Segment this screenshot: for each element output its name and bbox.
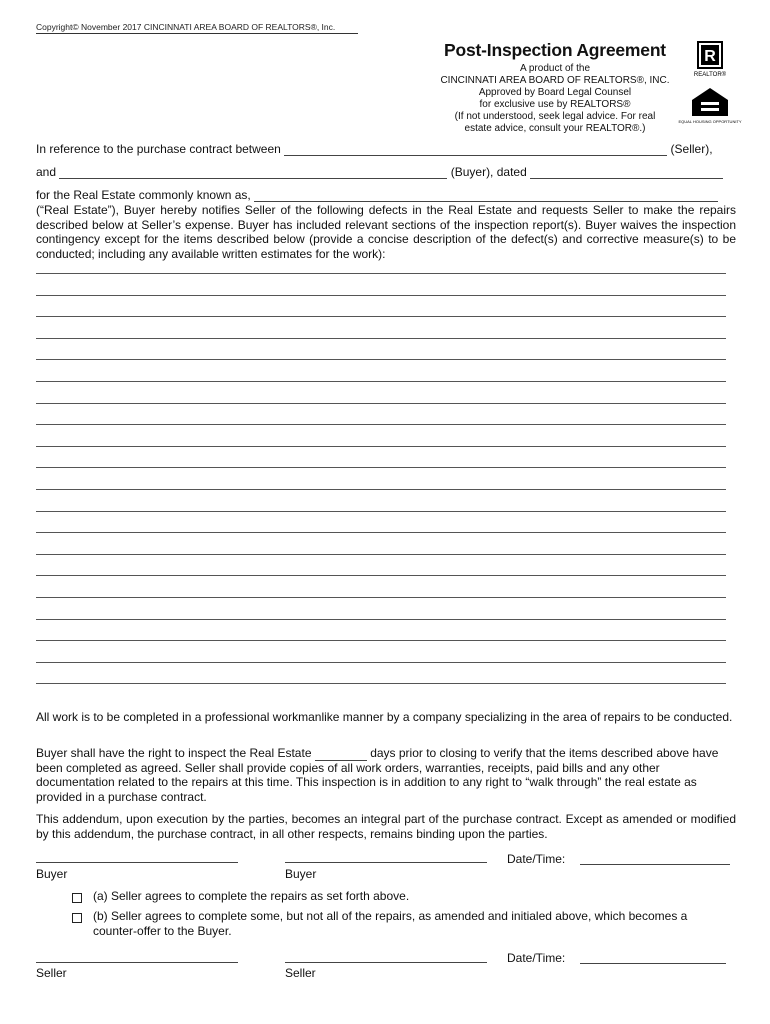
page-title: Post-Inspection Agreement	[444, 40, 666, 60]
option-b-checkbox[interactable]	[72, 913, 82, 923]
work-paragraph: All work is to be completed in a professional workmanlike manner by a company specializing in the area of repairs to be conducted.	[36, 710, 733, 724]
defect-description-line[interactable]	[36, 403, 726, 404]
inspect-paragraph	[36, 746, 736, 804]
seller-date-time-field[interactable]	[580, 963, 726, 964]
buyer-line	[36, 165, 723, 179]
addendum-paragraph: This addendum, upon execution by the parties, becomes an integral part of the purchase contract. Except as amended or modified by this addendum, the purchase contract, in all other respects, remains binding upon the parties.	[36, 812, 736, 841]
seller-2-signature-line[interactable]	[285, 962, 487, 963]
buyer-dated-label: (Buyer), dated	[450, 165, 527, 179]
defect-description-line[interactable]	[36, 597, 726, 598]
real-estate-address-field[interactable]	[254, 189, 718, 202]
inspect-prefix: Buyer shall have the right to inspect the Real Estate	[36, 746, 312, 760]
realtor-logo-letter: R	[704, 48, 716, 65]
seller-1-label: Seller	[36, 966, 67, 980]
date-time-label-1: Date/Time:	[507, 852, 566, 866]
reference-line	[36, 142, 713, 156]
seller-name-field[interactable]	[284, 143, 667, 156]
seller-suffix: (Seller),	[670, 142, 713, 156]
realtor-logo-caption: REALTOR®	[693, 72, 727, 78]
defect-description-line[interactable]	[36, 554, 726, 555]
buyer-1-signature-line[interactable]	[36, 862, 238, 863]
buyer-2-signature-line[interactable]	[285, 862, 487, 863]
seller-1-signature-line[interactable]	[36, 962, 238, 963]
defect-description-line[interactable]	[36, 381, 726, 382]
copyright-rule	[36, 33, 358, 34]
defect-description-line[interactable]	[36, 295, 726, 296]
buyer-name-field[interactable]	[59, 166, 447, 179]
option-a-checkbox[interactable]	[72, 893, 82, 903]
and-prefix: and	[36, 165, 57, 179]
header-line-3: Approved by Board Legal Counsel	[478, 87, 632, 98]
defect-description-line[interactable]	[36, 359, 726, 360]
header-line-1: A product of the	[519, 63, 591, 74]
header-line-5: (If not understood, seek legal advice. For real	[454, 111, 656, 122]
notice-paragraph: (“Real Estate”), Buyer hereby notifies Seller of the following defects in the Real Estate and requests Seller to make the repairs described below at Seller’s expense. Buyer has included relevant sections of the inspection report(s). Buyer waives the inspection contingency except for the items described below (provide a concise description of the defect(s) and corrective measure(s) to be conducted; including any available written estimates for the work):	[36, 203, 736, 261]
buyer-2-label: Buyer	[285, 867, 317, 881]
date-time-label-2: Date/Time:	[507, 951, 566, 965]
buyer-date-time-field[interactable]	[580, 864, 730, 865]
copyright-notice: Copyright© November 2017 CINCINNATI AREA BOARD OF REALTORS®, Inc.	[36, 22, 336, 32]
real-estate-line	[36, 188, 718, 202]
header-line-2: CINCINNATI AREA BOARD OF REALTORS®, INC.	[440, 75, 670, 86]
defect-description-line[interactable]	[36, 467, 726, 468]
defect-description-line[interactable]	[36, 316, 726, 317]
defect-description-line[interactable]	[36, 575, 726, 576]
header-block	[420, 40, 690, 135]
defect-description-line[interactable]	[36, 338, 726, 339]
eho-caption: EQUAL HOUSING OPPORTUNITY	[678, 119, 742, 124]
defect-description-line[interactable]	[36, 662, 726, 663]
inspect-rest: days prior to closing to verify that the items described above have been completed as agreed. Seller shall provide copies of all work orders, warranties, receipts, paid bills and any other documentation related to the repairs at this time. This inspection is in addition to any right to “walk through” the real estate as provided in a purchase contract.	[36, 746, 719, 804]
defect-description-line[interactable]	[36, 273, 726, 274]
header-line-6: estate advice, consult your REALTOR®.)	[464, 123, 646, 134]
defect-description-line[interactable]	[36, 619, 726, 620]
realtor-logo-icon	[692, 42, 728, 78]
seller-2-label: Seller	[285, 966, 316, 980]
defect-description-line[interactable]	[36, 683, 726, 684]
equal-housing-icon	[678, 86, 742, 130]
defect-description-line[interactable]	[36, 446, 726, 447]
defect-description-line[interactable]	[36, 511, 726, 512]
option-a-label: (a) Seller agrees to complete the repairs as set forth above.	[93, 889, 410, 903]
defect-description-line[interactable]	[36, 640, 726, 641]
reference-prefix: In reference to the purchase contract between	[36, 142, 281, 156]
header-line-4: for exclusive use by REALTORS®	[479, 99, 631, 110]
option-b-label: (b) Seller agrees to complete some, but not all of the repairs, as amended and initialed above, which becomes a counter-offer to the Buyer.	[93, 909, 688, 938]
defect-description-line[interactable]	[36, 532, 726, 533]
defect-description-line[interactable]	[36, 489, 726, 490]
inspection-days-field[interactable]	[315, 748, 367, 761]
contract-date-field[interactable]	[530, 166, 723, 179]
buyer-1-label: Buyer	[36, 867, 68, 881]
defect-description-line[interactable]	[36, 424, 726, 425]
real-estate-prefix: for the Real Estate commonly known as,	[36, 188, 251, 202]
